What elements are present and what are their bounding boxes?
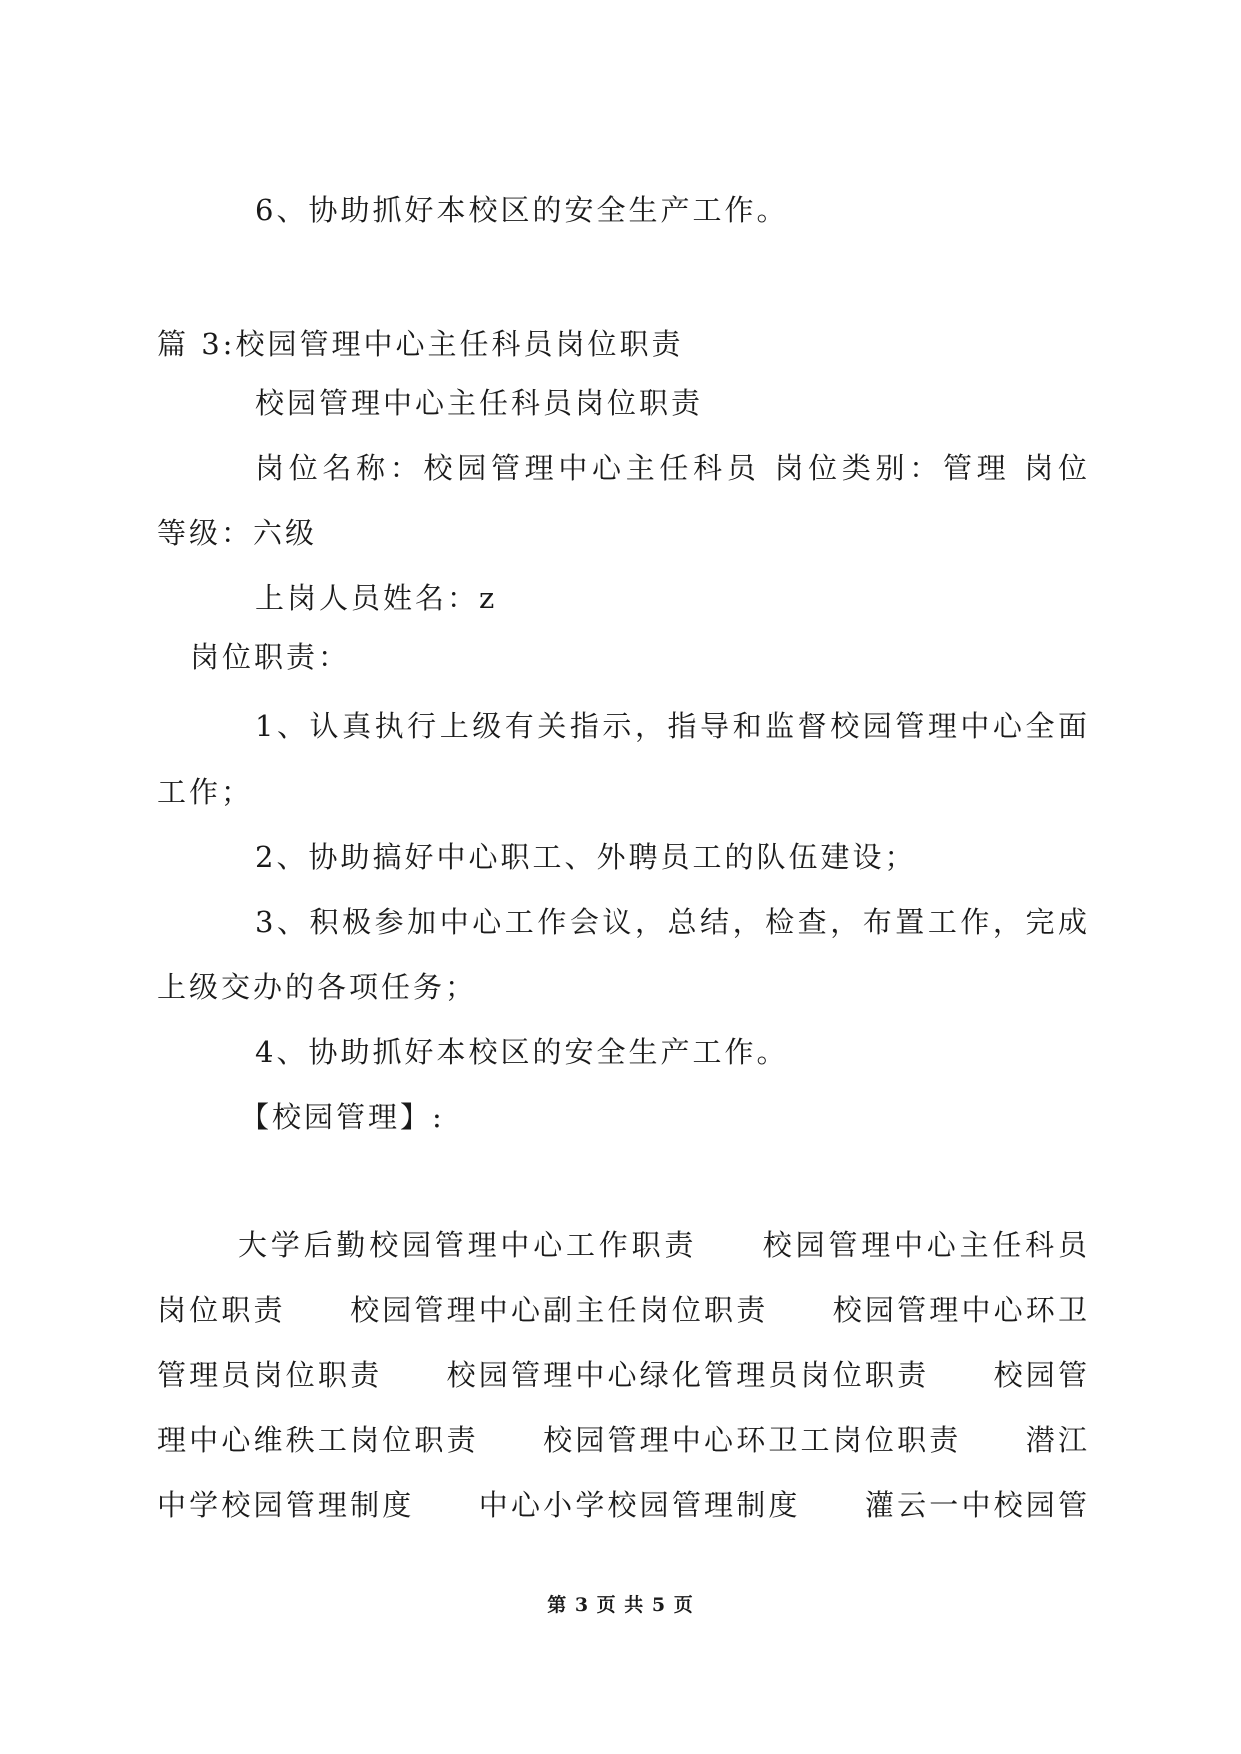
duty-4: 4、协助抓好本校区的安全生产工作。 bbox=[255, 1035, 789, 1069]
duty-1-line-1: 1、认真执行上级有关指示，指导和监督校园管理中心全面 bbox=[255, 709, 1087, 743]
duty-1-line-2: 工作； bbox=[157, 775, 254, 809]
related-articles-line-2: 岗位职责 校园管理中心副主任岗位职责 校园管理中心环卫 bbox=[157, 1293, 1087, 1327]
section-title: 校园管理中心主任科员岗位职责 bbox=[255, 386, 704, 420]
related-articles-line-3: 管理员岗位职责 校园管理中心绿化管理员岗位职责 校园管 bbox=[157, 1358, 1087, 1392]
section-tag: 【校园管理】: bbox=[240, 1100, 445, 1134]
related-articles-line-1: 大学后勤校园管理中心工作职责 校园管理中心主任科员 bbox=[238, 1228, 1087, 1262]
staff-name: 上岗人员姓名：z bbox=[255, 581, 498, 615]
duties-label: 岗位职责： bbox=[190, 640, 351, 674]
duty-2: 2、协助搞好中心职工、外聘员工的队伍建设； bbox=[255, 840, 917, 874]
post-info-line-1: 岗位名称：校园管理中心主任科员 岗位类别：管理 岗位 bbox=[255, 451, 1087, 485]
related-articles-line-5: 中学校园管理制度 中心小学校园管理制度 灌云一中校园管 bbox=[157, 1488, 1087, 1522]
page-footer: 第 3 页 共 5 页 bbox=[547, 1594, 694, 1616]
duty-3-line-1: 3、积极参加中心工作会议，总结，检查，布置工作，完成 bbox=[255, 905, 1087, 939]
related-articles-line-4: 理中心维秩工岗位职责 校园管理中心环卫工岗位职责 潜江 bbox=[157, 1423, 1087, 1457]
section-heading: 篇 3:校园管理中心主任科员岗位职责 bbox=[157, 327, 684, 361]
post-info-line-2: 等级：六级 bbox=[157, 516, 318, 550]
previous-section-duty-6: 6、协助抓好本校区的安全生产工作。 bbox=[255, 193, 789, 227]
duty-3-line-2: 上级交办的各项任务； bbox=[157, 970, 478, 1004]
